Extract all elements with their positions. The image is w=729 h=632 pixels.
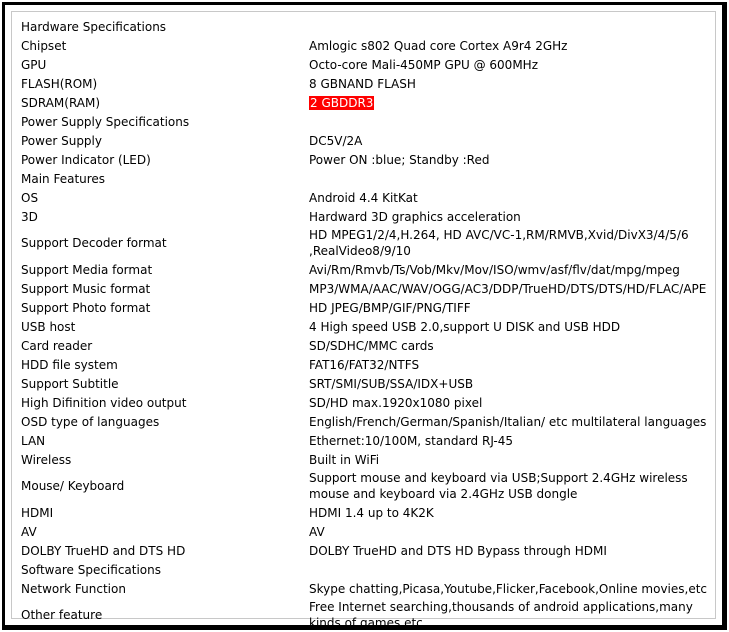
spec-value: Free Internet searching,thousands of android applications,many kinds of games,etc xyxy=(309,600,693,630)
spec-value: HDMI 1.4 up to 4K2K xyxy=(309,505,434,520)
spec-value: Avi/Rm/Rmvb/Ts/Vob/Mkv/Mov/ISO/wmv/asf/flv/dat/mpg/mpeg xyxy=(309,262,680,277)
spec-value-cell xyxy=(306,469,719,503)
spec-value: SRT/SMI/SUB/SSA/IDX+USB xyxy=(309,376,474,391)
spec-value-cell xyxy=(306,298,719,317)
spec-value-cell xyxy=(306,207,719,226)
highlighted-spec-value: 2 GBDDR3 xyxy=(310,95,374,110)
spec-label: Support Media format xyxy=(21,262,153,277)
spec-label: Mouse/ Keyboard xyxy=(21,479,125,493)
spec-value-cell xyxy=(306,393,719,412)
spec-row xyxy=(18,298,719,317)
spec-label: Power Supply xyxy=(21,133,102,148)
spec-value-cell xyxy=(306,131,719,150)
spec-value: Support mouse and keyboard via USB;Support 2.4GHz wireless mouse and keyboard via 2.4GHz USB dongle xyxy=(309,471,688,501)
spec-row xyxy=(18,317,719,336)
spec-label: HDMI xyxy=(21,505,54,520)
spec-value: DOLBY TrueHD and DTS HD Bypass through HDMI xyxy=(309,543,607,558)
spec-row xyxy=(18,522,719,541)
spec-value-cell xyxy=(306,431,719,450)
spec-value: AV xyxy=(309,524,325,539)
spec-label: FLASH(ROM) xyxy=(21,76,98,91)
spec-row xyxy=(18,112,719,131)
spec-row xyxy=(18,226,719,260)
spec-value-cell xyxy=(306,279,719,298)
spec-row xyxy=(18,450,719,469)
spec-value-cell xyxy=(306,112,719,131)
spec-label: GPU xyxy=(21,57,47,72)
spec-label: OS xyxy=(21,190,39,205)
spec-value: HD MPEG1/2/4,H.264, HD AVC/VC-1,RM/RMVB,Xvid/DivX3/4/5/6 ,RealVideo8/9/10 xyxy=(309,228,689,258)
spec-label: Power Indicator (LED) xyxy=(21,152,151,167)
spec-label: AV xyxy=(21,524,37,539)
spec-value: HD JPEG/BMP/GIF/PNG/TIFF xyxy=(309,300,471,315)
spec-value-cell xyxy=(306,74,719,93)
spec-value-cell xyxy=(306,93,719,112)
spec-row xyxy=(18,169,719,188)
spec-value: FAT16/FAT32/NTFS xyxy=(309,357,420,372)
spec-table xyxy=(18,17,719,632)
spec-value-cell xyxy=(306,188,719,207)
spec-label: Support Music format xyxy=(21,281,151,296)
spec-row xyxy=(18,74,719,93)
spec-row xyxy=(18,36,719,55)
spec-label: HDD file system xyxy=(21,357,118,372)
spec-value-cell xyxy=(306,355,719,374)
spec-frame xyxy=(2,2,727,630)
spec-label: Main Features xyxy=(21,171,106,186)
spec-value-cell xyxy=(306,150,719,169)
spec-row xyxy=(18,207,719,226)
spec-value-cell xyxy=(306,36,719,55)
spec-value: DC5V/2A xyxy=(309,133,363,148)
spec-row xyxy=(18,279,719,298)
spec-row xyxy=(18,469,719,503)
spec-label: Software Specifications xyxy=(21,562,162,577)
spec-row xyxy=(18,431,719,450)
spec-label: Chipset xyxy=(21,38,67,53)
spec-label: LAN xyxy=(21,433,46,448)
spec-row xyxy=(18,188,719,207)
spec-value-cell xyxy=(306,503,719,522)
spec-value-cell xyxy=(306,579,719,598)
spec-row xyxy=(18,598,719,632)
spec-row xyxy=(18,355,719,374)
spec-label: USB host xyxy=(21,319,76,334)
spec-row xyxy=(18,260,719,279)
spec-value-cell xyxy=(306,260,719,279)
spec-row xyxy=(18,560,719,579)
spec-row xyxy=(18,17,719,36)
spec-row xyxy=(18,374,719,393)
spec-label: High Difinition video output xyxy=(21,395,187,410)
spec-label: Hardware Specifications xyxy=(21,19,167,34)
spec-row xyxy=(18,579,719,598)
spec-value-cell xyxy=(306,541,719,560)
spec-value-cell xyxy=(306,412,719,431)
spec-value: 4 High speed USB 2.0,support U DISK and USB HDD xyxy=(309,319,621,334)
spec-value-cell xyxy=(306,317,719,336)
spec-label: 3D xyxy=(21,209,38,224)
spec-row xyxy=(18,336,719,355)
spec-row xyxy=(18,541,719,560)
spec-value-cell xyxy=(306,169,719,188)
spec-value: SD/HD max.1920x1080 pixel xyxy=(309,395,483,410)
spec-value-cell xyxy=(306,450,719,469)
spec-label: OSD type of languages xyxy=(21,414,160,429)
spec-row xyxy=(18,131,719,150)
spec-value: Amlogic s802 Quad core Cortex A9r4 2GHz xyxy=(309,38,568,53)
spec-value-cell xyxy=(306,522,719,541)
spec-value: Skype chatting,Picasa,Youtube,Flicker,Facebook,Online movies,etc xyxy=(309,581,708,596)
spec-row xyxy=(18,393,719,412)
spec-value-cell xyxy=(306,336,719,355)
spec-row xyxy=(18,412,719,431)
spec-value-cell xyxy=(306,598,719,632)
spec-value: SD/SDHC/MMC cards xyxy=(309,338,434,353)
spec-value-cell xyxy=(306,560,719,579)
spec-label: SDRAM(RAM) xyxy=(21,95,101,110)
spec-value: 8 GBNAND FLASH xyxy=(309,76,416,91)
spec-value: MP3/WMA/AAC/WAV/OGG/AC3/DDP/TrueHD/DTS/DTS/HD/FLAC/APE xyxy=(309,281,707,296)
spec-label: Card reader xyxy=(21,338,93,353)
spec-value: English/French/German/Spanish/Italian/ etc multilateral languages xyxy=(309,414,707,429)
spec-label: Support Subtitle xyxy=(21,376,119,391)
spec-value-cell xyxy=(306,17,719,36)
spec-value: Octo-core Mali-450MP GPU @ 600MHz xyxy=(309,57,538,72)
spec-value: Hardward 3D graphics acceleration xyxy=(309,209,521,224)
spec-label: Wireless xyxy=(21,452,72,467)
spec-label: Other feature xyxy=(21,608,103,622)
spec-value: Android 4.4 KitKat xyxy=(309,190,418,205)
spec-row xyxy=(18,55,719,74)
spec-value: Built in WiFi xyxy=(309,452,380,467)
spec-label: Power Supply Specifications xyxy=(21,114,190,129)
spec-label: DOLBY TrueHD and DTS HD xyxy=(21,543,186,558)
spec-value-cell xyxy=(306,374,719,393)
spec-label: Support Photo format xyxy=(21,300,151,315)
spec-value-cell xyxy=(306,55,719,74)
spec-label: Support Decoder format xyxy=(21,236,167,250)
spec-row xyxy=(18,150,719,169)
spec-value: Ethernet:10/100M, standard RJ-45 xyxy=(309,433,514,448)
spec-row xyxy=(18,503,719,522)
spec-label: Network Function xyxy=(21,581,126,596)
spec-value: Power ON :blue; Standby :Red xyxy=(309,152,490,167)
spec-row xyxy=(18,93,719,112)
spec-value-cell xyxy=(306,226,719,260)
spec-table-body xyxy=(18,17,719,632)
